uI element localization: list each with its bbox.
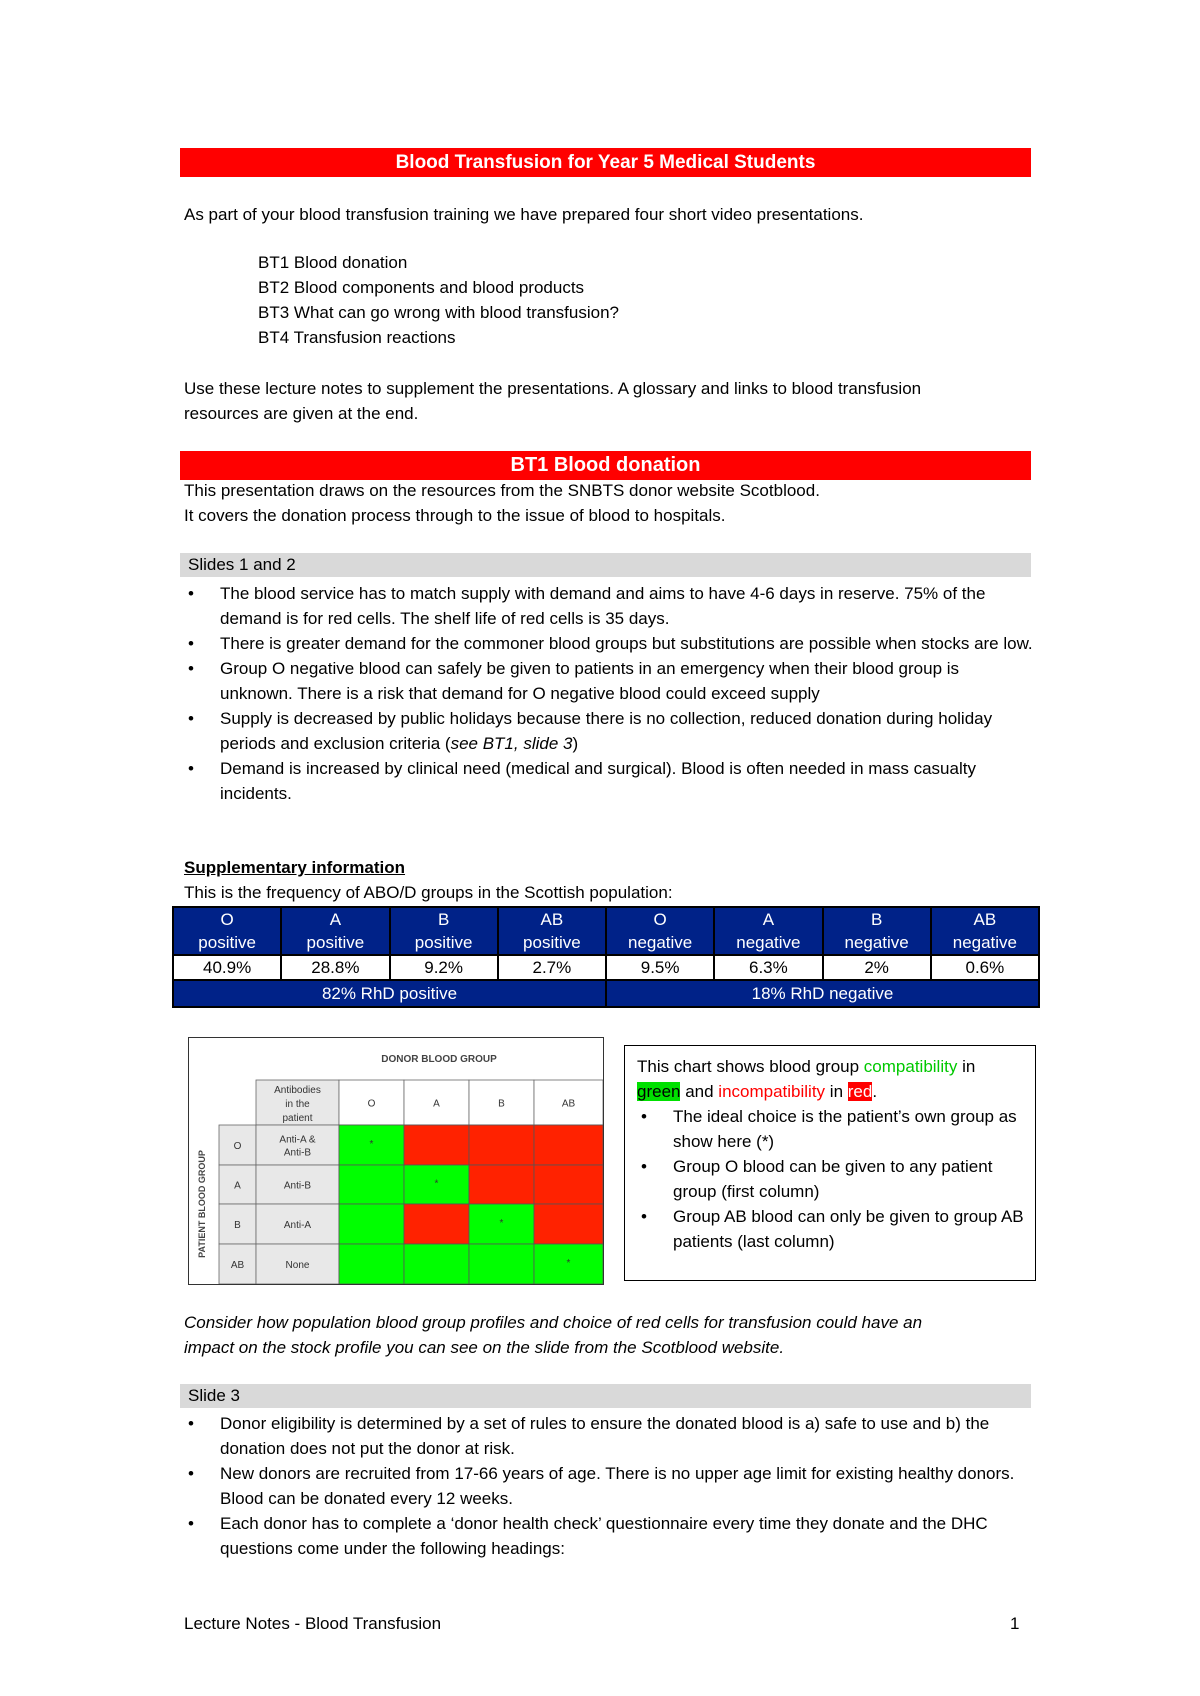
bullet-item: • Demand is increased by clinical need (medical and surgical). Blood is often needed in mass casualty incidents. [184,756,1034,806]
section-heading-bt1: BT1 Blood donation [180,451,1031,480]
ideal-choice-star: * [499,1218,504,1229]
chart-explanation-text: This chart shows blood group compatibility in [637,1057,976,1076]
compatible-cell [339,1165,404,1204]
bullet-item: • Each donor has to complete a ‘donor health check’ questionnaire every time they donate and the DHC questions come under the following headings: [184,1511,1034,1561]
bullet-item: • There is greater demand for the commoner blood groups but substitutions are possible when stocks are low. [184,631,1034,656]
frequency-cell: 2.7% [498,955,606,980]
antibody-header-text: patient [282,1113,313,1124]
bullet-text-end: ) [572,734,579,753]
section-desc-line2: It covers the donation process through to the issue of blood to hospitals. [184,506,726,525]
ideal-choice-star: * [434,1178,439,1190]
presentation-list [258,250,619,350]
presentation-item: BT1 Blood donation [258,253,408,272]
green-highlight: green [637,1082,681,1101]
intro2-line2: resources are given at the end. [184,404,419,423]
compatible-cell [404,1244,469,1284]
chart-bullet: • The ideal choice is the patient’s own group as show here (*) [637,1104,1029,1154]
chart-explanation-box [624,1045,1036,1281]
supplementary-heading: Supplementary information [184,858,406,877]
bullet-text: Supply is decreased by public holidays because there is no collection, reduced donation during holiday periods and exclusion criteria ( [220,709,993,753]
donor-group-header: B [498,1098,505,1110]
compatibility-word: compatibility [863,1057,958,1076]
compatible-cell [339,1244,404,1284]
intro2-line1: Use these lecture notes to supplement the presentations. A glossary and links to blood transfusion [184,379,922,398]
presentation-item: BT4 Transfusion reactions [258,328,456,347]
slide3-bullet-list [184,1411,1034,1561]
frequency-cell: 0.6% [931,955,1039,980]
incompatible-cell [469,1165,534,1204]
slide-reference: see BT1, slide 3 [450,734,573,753]
bullet-item: • Donor eligibility is determined by a set of rules to ensure the donated blood is a) safe to use and b) the donation does not put the donor at risk. [184,1411,1034,1461]
donor-group-header: O [367,1098,376,1110]
group-header-cell: O negative [606,907,714,955]
group-header-cell: A negative [714,907,822,955]
section-desc-line1: This presentation draws on the resources from the SNBTS donor website Scotblood. [184,481,820,500]
compatibility-chart [188,1037,604,1285]
patient-antibody: Anti-B [283,1180,312,1192]
ideal-choice-star: * [566,1258,571,1269]
bullet-item [184,706,1034,756]
frequency-cell: 40.9% [173,955,281,980]
chart-bullet: • Group O blood can be given to any patient group (first column) [637,1154,1029,1204]
slides12-heading [180,553,1031,577]
patient-group: A [234,1180,241,1192]
donor-group-label: DONOR BLOOD GROUP [381,1054,497,1065]
blood-group-frequency-table [172,906,1040,1008]
frequency-cell: 9.2% [390,955,498,980]
chart-bullet: • Group AB blood can only be given to group AB patients (last column) [637,1204,1029,1254]
incompatible-cell [469,1125,534,1165]
footer-title: Lecture Notes - Blood Transfusion [184,1614,442,1633]
supplementary-intro: This is the frequency of ABO/D groups in the Scottish population: [184,883,673,902]
patient-group: AB [230,1260,245,1271]
rhd-total-row [173,980,1039,1007]
frequency-cell: 6.3% [714,955,822,980]
bullet-item: • New donors are recruited from 17-66 years of age. There is no upper age limit for existing healthy donors. Blood can be donated every 12 weeks. [184,1461,1034,1511]
document-title: Blood Transfusion for Year 5 Medical Students [180,148,1031,177]
group-header-cell: B positive [390,907,498,955]
antibody-header-text: Antibodies [274,1085,321,1096]
compatible-cell [469,1244,534,1284]
frequency-row [173,955,1039,980]
ideal-choice-star: * [369,1139,374,1150]
consider-line2: impact on the stock profile you can see on the slide from the Scotblood website. [184,1338,785,1357]
antibody-header-text: in the [285,1099,310,1110]
rhd-negative-total: 18% RhD negative [606,980,1039,1007]
chart-explanation-list [637,1104,1029,1254]
patient-antibody: None [285,1260,310,1271]
incompatible-cell [534,1165,603,1204]
group-header-cell: AB negative [931,907,1039,955]
presentation-item: BT2 Blood components and blood products [258,278,585,297]
rhd-positive-total: 82% RhD positive [173,980,606,1007]
group-header-cell: O positive [173,907,281,955]
incompatible-cell [534,1204,603,1244]
page-number: 1 [1010,1614,1020,1633]
consider-line1: Consider how population blood group profiles and choice of red cells for transfusion could have an [184,1313,923,1332]
slides12-bullet-list [184,581,1034,806]
incompatible-cell [404,1204,469,1244]
patient-antibody: Anti-A [283,1220,312,1231]
incompatible-cell [404,1125,469,1165]
frequency-cell: 9.5% [606,955,714,980]
patient-group: O [233,1141,242,1152]
patient-group-label: PATIENT BLOOD GROUP [197,1150,207,1258]
group-header-cell: AB positive [498,907,606,955]
patient-antibody: Anti-A & [279,1134,316,1146]
group-header-cell: A positive [281,907,389,955]
slides12-heading-label: Slides 1 and 2 [188,555,296,574]
compatibility-chart-svg [189,1038,603,1284]
slide3-heading-label: Slide 3 [188,1386,240,1405]
patient-antibody: Anti-B [283,1147,312,1159]
bullet-item: • Group O negative blood can safely be given to patients in an emergency when their blood group is unknown. There is a risk that demand for O negative blood could exceed supply [184,656,1034,706]
frequency-cell: 2% [823,955,931,980]
chart-explanation-text-2: green and incompatibility in red. [637,1082,878,1101]
group-header-row [173,907,1039,955]
donor-group-header: A [433,1098,440,1110]
incompatible-cell [534,1125,603,1165]
red-highlight: red [847,1082,873,1101]
slide3-heading [180,1384,1031,1408]
presentation-item: BT3 What can go wrong with blood transfusion? [258,303,619,322]
bullet-item: • The blood service has to match supply with demand and aims to have 4-6 days in reserve. 75% of the demand is for red cells. The shelf life of red cells is 35 days. [184,581,1034,631]
patient-group: B [234,1220,241,1231]
compatible-cell [339,1204,404,1244]
frequency-cell: 28.8% [281,955,389,980]
donor-group-header: AB [561,1098,576,1110]
intro-paragraph: As part of your blood transfusion training we have prepared four short video presentations. [184,205,864,224]
incompatibility-word: incompatibility [718,1082,826,1101]
group-header-cell: B negative [823,907,931,955]
